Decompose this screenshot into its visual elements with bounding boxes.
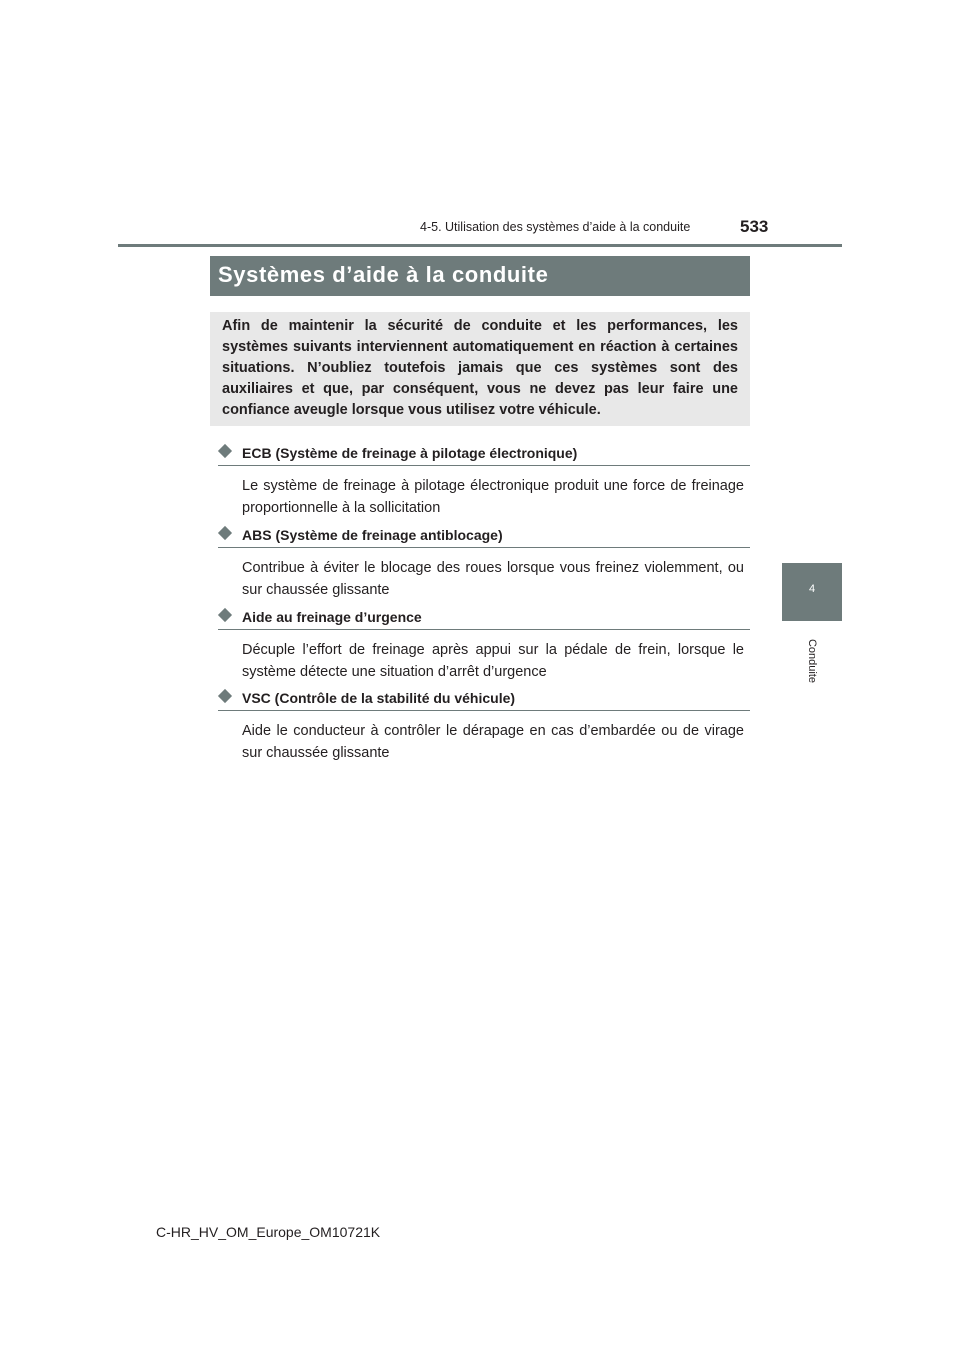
- section-heading: [218, 688, 750, 711]
- section-emergency-brake-assist: [218, 607, 750, 683]
- section-heading-text: ECB (Système de freinage à pilotage électronique): [242, 445, 578, 461]
- section-abs: [218, 525, 750, 601]
- section-heading: [218, 525, 750, 548]
- intro-text: Afin de maintenir la sécurité de conduite et les performances, les systèmes suivants interviennent automatiquement en réaction à certaines situations. N’oubliez toutefois jamais que ces systèmes sont des auxiliaires et que, par conséquent, vous ne devez pas leur faire une confiance aveugle lorsque vous utilisez votre véhicule.: [222, 318, 738, 418]
- section-body: Aide le conducteur à contrôler le dérapage en cas d’embardée ou de virage sur chaussée glissante: [242, 723, 744, 761]
- section-vsc: [218, 688, 750, 764]
- diamond-bullet-icon: [218, 608, 232, 622]
- running-header: 4-5. Utilisation des systèmes d’aide à la conduite: [420, 220, 691, 234]
- section-body: Contribue à éviter le blocage des roues lorsque vous freinez violemment, ou sur chaussée glissante: [242, 560, 744, 598]
- section-heading-text: Aide au freinage d’urgence: [242, 609, 422, 625]
- page-number: 533: [740, 217, 769, 236]
- chapter-number: 4: [808, 583, 816, 595]
- diamond-bullet-icon: [218, 689, 232, 703]
- chapter-tab: [782, 563, 842, 621]
- page-title: Systèmes d’aide à la conduite: [218, 262, 549, 287]
- document-code: C-HR_HV_OM_Europe_OM10721K: [156, 1224, 381, 1240]
- header-divider: [118, 244, 842, 247]
- diamond-bullet-icon: [218, 526, 232, 540]
- diamond-bullet-icon: [218, 444, 232, 458]
- section-heading: [218, 607, 750, 630]
- section-heading-text: VSC (Contrôle de la stabilité du véhicule): [242, 690, 516, 706]
- chapter-label: Conduite: [806, 638, 818, 684]
- section-ecb: [218, 443, 750, 519]
- page-title-bar: [210, 256, 750, 296]
- section-body: Décuple l’effort de freinage après appui sur la pédale de frein, lorsque le système détecte une situation d’arrêt d’urgence: [242, 642, 744, 680]
- intro-box: [210, 312, 750, 426]
- section-heading: [218, 443, 750, 466]
- section-body: Le système de freinage à pilotage électronique produit une force de freinage proportionnelle à la sollicitation: [242, 478, 744, 516]
- section-heading-text: ABS (Système de freinage antiblocage): [242, 527, 503, 543]
